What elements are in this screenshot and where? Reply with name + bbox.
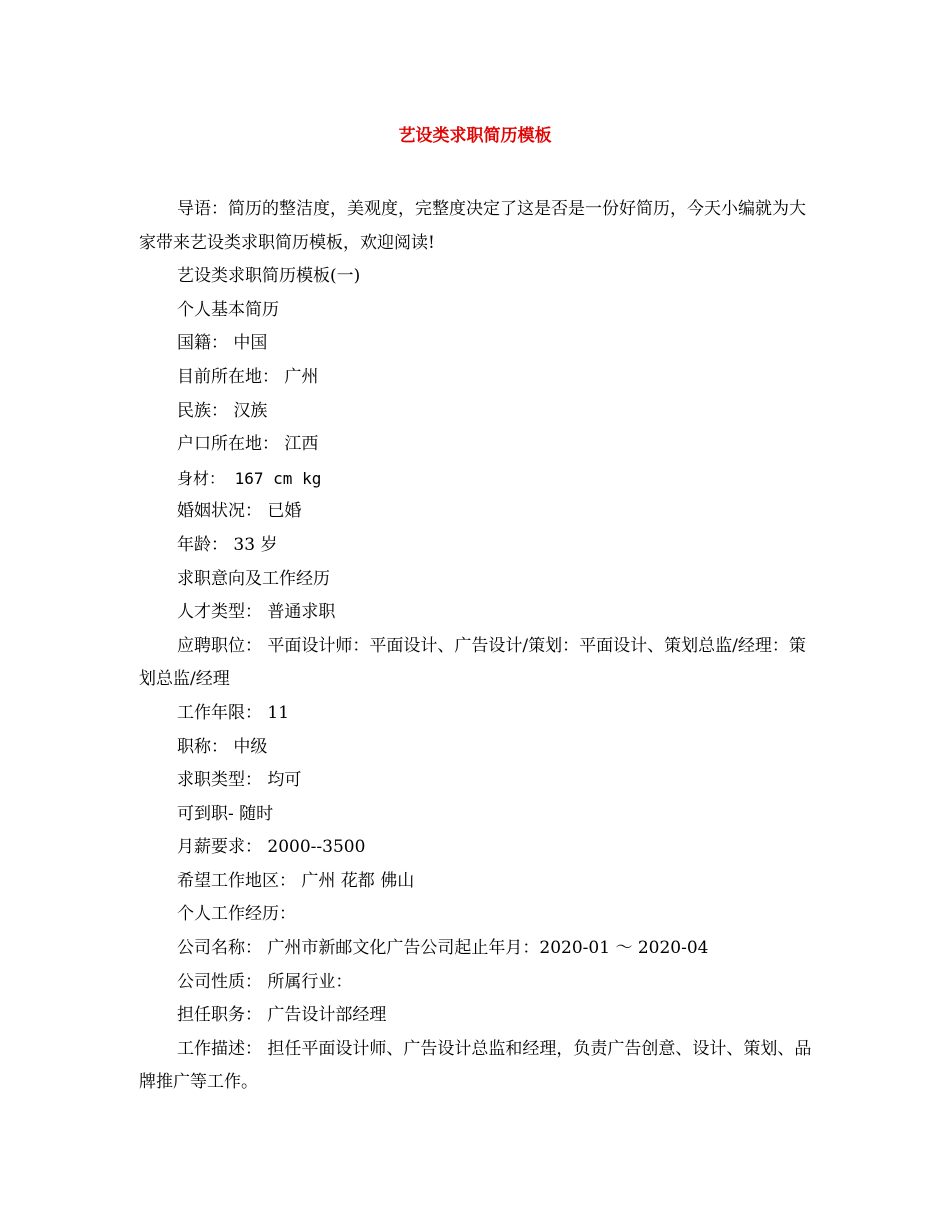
field-salary-requirement: 月薪要求： 2000--3500: [177, 837, 366, 858]
field-applied-position: 应聘职位： 平面设计师：平面设计、广告设计/策划：平面设计、策划总监/经理：策划总监/经理: [139, 635, 806, 690]
field-professional-title: 职称： 中级: [177, 736, 268, 757]
field-age: 年龄： 33 岁: [177, 534, 278, 555]
section-heading-work-experience: 个人工作经历：: [177, 904, 296, 925]
document-title: 艺设类求职简历模板: [398, 126, 552, 146]
intro-paragraph: 导语：简历的整洁度，美观度，完整度决定了这是否是一份好简历，今天小编就为大家带来艺设类求职简历模板，欢迎阅读!: [139, 199, 806, 253]
field-nationality: 国籍： 中国: [177, 333, 268, 354]
field-household-registration: 户口所在地： 江西: [177, 434, 319, 455]
field-ethnicity: 民族： 汉族: [177, 400, 268, 421]
field-company-nature: 公司性质： 所属行业：: [177, 971, 353, 992]
field-desired-region: 希望工作地区： 广州 花都 佛山: [177, 870, 415, 891]
section-heading-template-one: 艺设类求职简历模板(一): [177, 266, 361, 287]
field-availability: 可到职- 随时: [177, 803, 274, 824]
field-height-weight: 身材： 167 cm kg: [177, 468, 322, 488]
field-position-held: 担任职务： 广告设计部经理: [177, 1005, 387, 1026]
field-years-of-work: 工作年限： 11: [177, 702, 290, 723]
field-talent-type: 人才类型： 普通求职: [177, 602, 336, 623]
document-body: [139, 193, 815, 1100]
field-job-type: 求职类型： 均可: [177, 770, 302, 791]
field-marital-status: 婚姻状况： 已婚: [177, 501, 302, 522]
field-company-name: 公司名称： 广州市新邮文化广告公司起止年月：2020-01 ～ 2020-04: [177, 938, 709, 959]
field-current-location: 目前所在地： 广州: [177, 366, 319, 387]
section-heading-job-intention: 求职意向及工作经历: [177, 568, 330, 589]
field-job-description: 工作描述： 担任平面设计师、广告设计总监和经理，负责广告创意、设计、策划、品牌推广等工作。: [139, 1038, 812, 1093]
section-heading-basic-resume: 个人基本简历: [177, 299, 279, 320]
